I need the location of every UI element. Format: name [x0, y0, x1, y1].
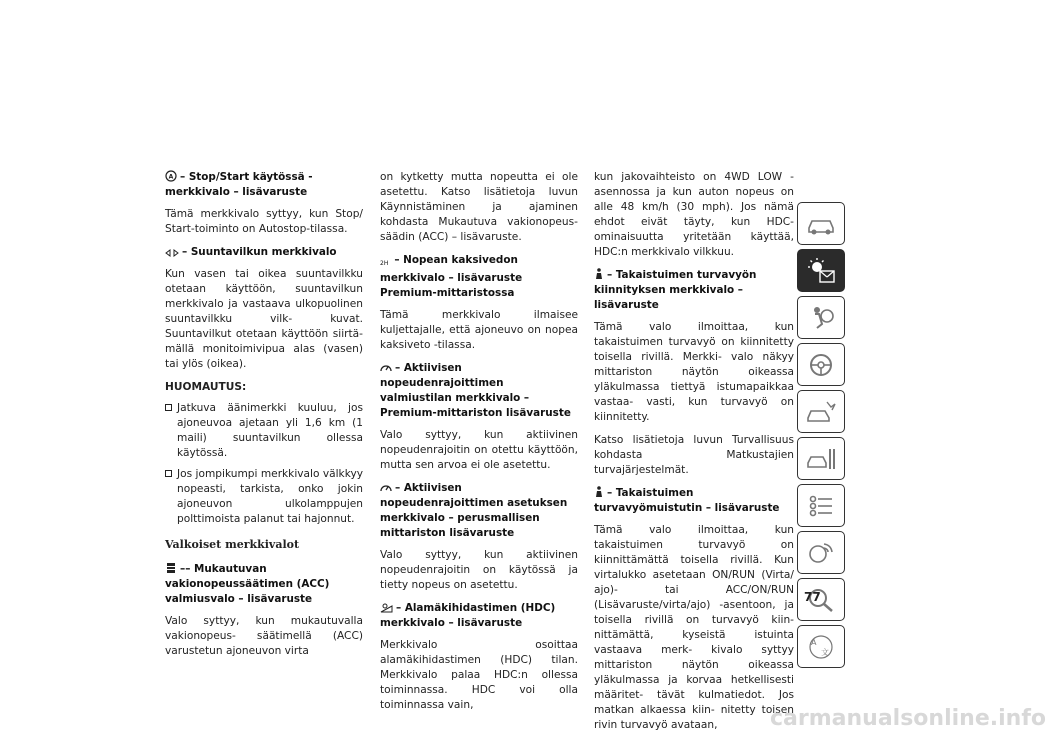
- car-tools-icon: [805, 445, 837, 473]
- tab-safety[interactable]: [797, 296, 845, 339]
- svg-text:A: A: [168, 173, 174, 181]
- tab-languages[interactable]: [797, 625, 845, 668]
- heading-turn-signal: – Suuntavilkun merkkivalo: [165, 245, 363, 260]
- speed-limiter-icon: [380, 362, 392, 373]
- paragraph: Valo syttyy, kun mukautuvalla vakionopeus- säätimellä (ACC) varustetun ajoneuvon virta: [165, 615, 363, 657]
- tab-maintenance[interactable]: [797, 437, 845, 480]
- tab-car[interactable]: [797, 202, 845, 245]
- tab-driving[interactable]: [797, 343, 845, 386]
- airbag-icon: [805, 304, 837, 332]
- paragraph: Valo syttyy, kun aktiivinen nopeudenrajoitin on otettu käyttöön, mutta sen arvoa ei ole asetettu.: [380, 429, 578, 471]
- column-2: [380, 170, 578, 721]
- bullet-item: Jos jompikumpi merkkivalo välkkyy nopeasti, tarkista, onko jokin ajoneuvon ulkolamppujen polttimoista palanut tai hajonnut.: [165, 467, 363, 527]
- stop-start-icon: [165, 170, 177, 182]
- bullet-square-icon: [165, 404, 172, 411]
- heading-2h: 2H – Nopean kaksivedon merkkivalo – lisävaruste Premium-mittaristossa: [380, 254, 523, 299]
- paragraph: Merkkivalo osoittaa alamäkihidastimen (HDC) tilan. Merkkivalo palaa HDC:n ollessa toiminnassa. HDC voi olla toiminnassa vain,: [380, 639, 578, 711]
- paragraph: Valo syttyy, kun aktiivinen nopeudenrajoitin on käytössä ja tietty nopeus on asetettu.: [380, 549, 578, 591]
- paragraph: Tämä valo ilmoittaa, kun takaistuimen turvavyö on kiinnittämättä toisella rivillä. Kun virtalukko asetetaan ON/RUN (Virta/ ajo)- tai ACC/ON/RUN (Lisävaruste/virta/ajo) -asentoon, ja toisella rivillä on turvavyö kiin- nittämättä, kyseistä istuinta vastaava merk- kivalo syttyy mittariston näytön oikeassa yläkulmassa ja korvaa hetkellisesti määritet- tävät kulmatiedot. Jos matkan alkaessa kiin- nitetty toisen rivin turvavyö avataan,: [594, 524, 794, 731]
- paragraph: on kytketty mutta nopeutta ei ole asetettu. Katso lisätietoja luvun Käynnistäminen ja ajaminen kohdasta Mukautuva vakionopeus- säädin (ACC) – lisävaruste.: [380, 171, 578, 243]
- tab-specifications[interactable]: [797, 484, 845, 527]
- 2h-icon: 2H: [380, 260, 389, 267]
- heading-stop-start: A – Stop/Start käytössä -merkkivalo – lisävaruste: [165, 171, 313, 198]
- heading-rear-belt-reminder: – Takaistuimen turvavyömuistutin – lisävaruste: [594, 487, 780, 514]
- paragraph: Tämä merkkivalo syttyy, kun Stop/ Start-toiminto on Autostop-tilassa.: [165, 208, 363, 235]
- tab-emergency[interactable]: [797, 390, 845, 433]
- car-crash-icon: [805, 398, 837, 426]
- heading-acc-ready: –– Mukautuvan vakionopeussäätimen (ACC) valmiusvalo – lisävaruste: [165, 563, 330, 605]
- paragraph: Tämä valo ilmoittaa, kun takaistuimen turvavyö on kiinnitetty toisella rivillä. Merkki- valo näkyy mittariston näytön oikeassa yläkulmassa tiettyä istumapaikkaa vastaa- vasti, kun turvavyö on kiinnitetty.: [594, 321, 794, 423]
- speed-limiter-icon: [380, 482, 392, 493]
- svg-text:文: 文: [821, 647, 829, 657]
- heading-speed-limiter-ready: – Aktiivisen nopeudenrajoittimen valmiustilan merkkivalo – Premium-mittariston lisävaruste: [380, 362, 571, 419]
- heading-rear-belt-fastened: – Takaistuimen turvavyön kiinnityksen merkkivalo – lisävaruste: [594, 269, 757, 311]
- car-icon: [805, 210, 837, 238]
- tab-multimedia[interactable]: [797, 531, 845, 574]
- steering-wheel-icon: [805, 351, 837, 379]
- svg-text:A: A: [811, 637, 817, 647]
- tab-warning-lights[interactable]: [797, 249, 845, 292]
- turn-signal-icon: [165, 249, 179, 257]
- media-icon: [805, 539, 837, 567]
- seatbelt-person-icon: [594, 268, 604, 280]
- page-number: 77: [804, 590, 821, 604]
- hill-descent-icon: [380, 602, 393, 613]
- heading-hdc: – Alamäkihidastimen (HDC) merkkivalo – lisävaruste: [380, 602, 556, 629]
- paragraph: Tämä merkkivalo ilmaisee kuljettajalle, että ajoneuvo on nopea kaksiveto -tilassa.: [380, 309, 578, 351]
- section-title: Valkoiset merkkivalot: [165, 538, 300, 551]
- column-1: [165, 170, 363, 667]
- list-icon: [805, 492, 837, 520]
- warning-light-icon: [805, 257, 837, 285]
- language-icon: [805, 633, 837, 661]
- heading-speed-limiter-set: – Aktiivisen nopeudenrajoittimen asetuksen merkkivalo – perusmallisen mittariston lisävaruste: [380, 482, 568, 539]
- note-label: HUOMAUTUS:: [165, 381, 247, 393]
- paragraph: Katso lisätietoja luvun Turvallisuus kohdasta Matkustajien turvajärjestelmät.: [594, 434, 794, 476]
- bullet-square-icon: [165, 470, 172, 477]
- footer-watermark: carmanualsonline.info: [770, 706, 1046, 731]
- paragraph: Kun vasen tai oikea suuntavilkku otetaan käyttöön, suuntavilkun merkkivalo ja vastaava ulkopuolinen suuntavilkku vilk- kuvat. Suuntavilkut otetaan käyttöön siirtä- mällä monitoimivipua alas (vasen) tai ylös (oikea).: [165, 268, 363, 370]
- paragraph: kun jakovaihteisto on 4WD LOW -asennossa ja kun auton nopeus on alle 48 km/h (30 mph). Jos nämä ehdot eivät täyty, kun HDC-ominaisuutta yritetään käyttää, HDC:n merkkivalo vilkkuu.: [594, 171, 794, 258]
- seatbelt-person-icon: [594, 486, 604, 498]
- acc-icon: [165, 562, 177, 574]
- column-3: [594, 170, 794, 741]
- bullet-item: Jatkuva äänimerkki kuuluu, jos ajoneuvoa ajetaan yli 1,6 km (1 maili) suuntavilkun ollessa käytössä.: [165, 401, 363, 461]
